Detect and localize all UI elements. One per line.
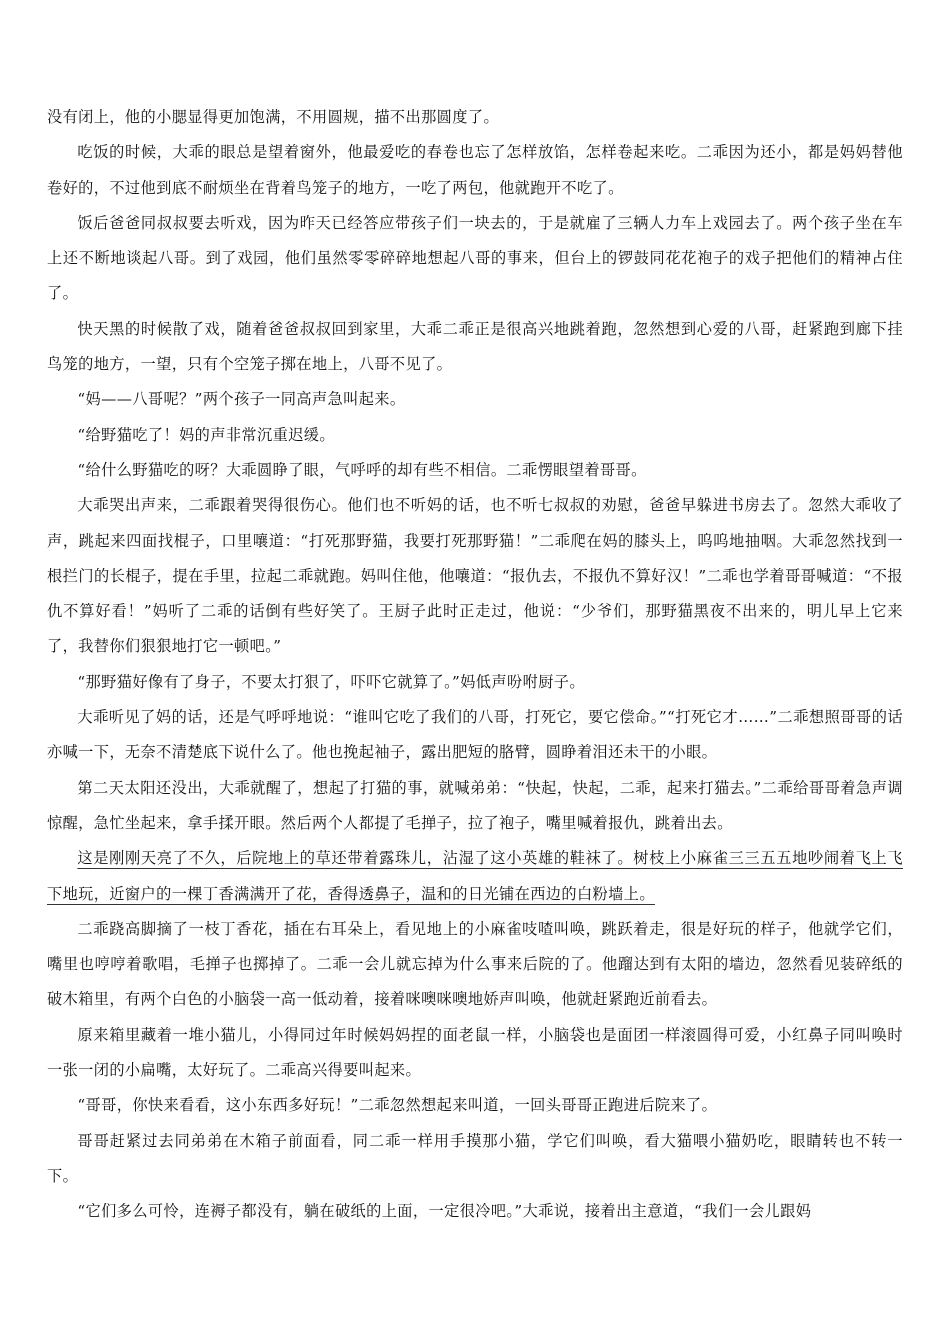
underlined-paragraph <box>47 841 903 912</box>
paragraph-8: 大乖哭出声来，二乖跟着哭得很伤心。他们也不听妈的话，也不听七叔叔的劝慰，爸爸早躲进书房去了。忽然大乖收了声，跳起来四面找棍子，口里嚷道：“打死那野猫，我要打死那野猫！”二乖爬在妈的膝头上，呜呜地抽咽。大乖忽然找到一根拦门的长棍子，提在手里，拉起二乖就跑。妈叫住他，他嚷道：“报仇去，不报仇不算好汉！”二乖也学着哥哥喊道：“不报仇不算好看！”妈听了二乖的话倒有些好笑了。王厨子此时正走过，他说：“少爷们，那野猫黑夜不出来的，明儿早上它来了，我替你们狠狠地打它一顿吧。” <box>47 496 903 656</box>
paragraph-3: 饭后爸爸同叔叔要去听戏，因为昨天已经答应带孩子们一块去的，于是就雇了三辆人力车上戏园去了。两个孩子坐在车上还不断地谈起八哥。到了戏园，他们虽然零零碎碎地想起八哥的事来，但台上的锣鼓同花花袍子的戏子把他们的精神占住了。 <box>47 213 903 303</box>
paragraph-10: 大乖听见了妈的话，还是气呼呼地说：“谁叫它吃了我们的八哥，打死它，要它偿命。”“打死它才……”二乖想照哥哥的话亦喊一下，无奈不清楚底下说什么了。他也挽起袖子，露出肥短的胳臂，圆睁着泪还未干的小眼。 <box>47 708 903 762</box>
paragraph-17: “它们多么可怜，连褥子都没有，躺在破纸的上面，一定很冷吧。”大乖说，接着出主意道，“我们一会儿跟妈 <box>77 1202 812 1221</box>
paragraph-1: 没有闭上，他的小腮显得更加饱满，不用圆规，描不出那圆度了。 <box>47 108 500 126</box>
paragraph-14: 原来箱里藏着一堆小猫儿，小得同过年时候妈妈捏的面老鼠一样，小脑袋也是面团一样滚圆得可爱，小红鼻子同叫唤时一张一闭的小扁嘴，太好玩了。二乖高兴得要叫起来。 <box>47 1025 903 1080</box>
paragraph-16: 哥哥赶紧过去同弟弟在木箱子前面看，同二乖一样用手摸那小猫，学它们叫唤，看大猫喂小猫奶吃，眼睛转也不转一下。 <box>47 1131 903 1185</box>
paragraph-5: “妈——八哥呢？”两个孩子一同高声急叫起来。 <box>77 390 406 409</box>
paragraph-15: “哥哥，你快来看看，这小东西多好玩！”二乖忽然想起来叫道，一回头哥哥正跑进后院来了。 <box>77 1096 718 1115</box>
paragraph-4: 快天黑的时候散了戏，随着爸爸叔叔回到家里，大乖二乖正是很高兴地跳着跑，忽然想到心爱的八哥，赶紧跑到廊下挂鸟笼的地方，一望，只有个空笼子掷在地上，八哥不见了。 <box>47 319 903 374</box>
paragraph-13: 二乖跷高脚摘了一枝丁香花，插在右耳朵上，看见地上的小麻雀吱喳叫唤，跳跃着走，很是好玩的样子，他就学它们，嘴里也哼哼着歌唱，毛掸子也掷掉了。二乖一会儿就忘掉为什么事来后院的了。他蹓达到有太阳的墙边，忽然看见装碎纸的破木箱里，有两个白色的小脑袋一高一低动着，接着咪噢咪噢地娇声叫唤，他就赶紧跑近前看去。 <box>47 919 903 1009</box>
paragraph-2: 吃饭的时候，大乖的眼总是望着窗外，他最爱吃的春卷也忘了怎样放馅，怎样卷起来吃。二乖因为还小，都是妈妈替他卷好的，不过他到底不耐烦坐在背着鸟笼子的地方，一吃了两包，他就跑开不吃了。 <box>47 143 903 197</box>
paragraph-7: “给什么野猫吃的呀？大乖圆睁了眼，气呼呼的却有些不相信。二乖愣眼望着哥哥。 <box>77 460 647 479</box>
underlined-passage: 这是刚刚天亮了不久，后院地上的草还带着露珠儿，沾湿了这小英雄的鞋袜了。树枝上小麻雀三三五五地吵闹着飞上飞下地玩，近窗户的一棵丁香满满开了花，香得透鼻子，温和的日光铺在西边的白粉墙上。 <box>47 849 903 903</box>
paragraph-9: “那野猫好像有了身子，不要太打狠了，吓吓它就算了。”妈低声吩咐厨子。 <box>77 672 585 691</box>
document-page <box>47 100 903 1230</box>
paragraph-11: 第二天太阳还没出，大乖就醒了，想起了打猫的事，就喊弟弟：“快起，快起，二乖，起来打猫去。”二乖给哥哥着急声调惊醒，急忙坐起来，拿手揉开眼。然后两个人都提了毛掸子，拉了袍子，嘴里喊着报仇，跳着出去。 <box>47 778 903 832</box>
paragraph-6: “给野猫吃了！妈的声非常沉重迟缓。 <box>77 425 335 444</box>
